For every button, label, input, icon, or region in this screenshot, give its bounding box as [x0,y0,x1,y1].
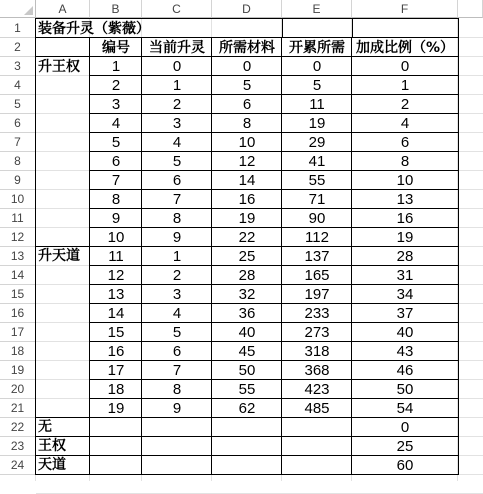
border-line [90,75,459,76]
cell-id[interactable]: 14 [107,305,125,322]
border-line [90,265,459,266]
cell-bonus[interactable]: 6 [400,134,410,151]
header-current-level-cell[interactable]: 当前升灵 [149,40,205,56]
border-line [90,284,459,285]
cell-current-level[interactable]: 2 [172,96,182,113]
column-header-d[interactable]: D [212,0,282,18]
border-line [90,341,459,342]
cell-current-level[interactable]: 4 [172,134,182,151]
cell-materials[interactable]: 5 [242,77,252,94]
row-header-5[interactable]: 5 [0,95,36,114]
row-header-14[interactable]: 14 [0,266,36,285]
cell-current-level[interactable]: 9 [172,229,182,246]
cell-id[interactable]: 5 [111,134,121,151]
border-line [90,170,459,171]
cell-bonus[interactable]: 60 [396,457,414,474]
cell-bonus[interactable]: 0 [400,419,410,436]
cell-current-level[interactable]: 2 [172,267,182,284]
cell-materials[interactable]: 8 [242,115,252,132]
border-line [281,37,282,475]
row-header-3[interactable]: 3 [0,57,36,76]
cell-bonus[interactable]: 37 [396,305,414,322]
header-bonus-percent-cell[interactable]: 加成比例（%） [355,40,455,56]
cell-cumulative[interactable]: 90 [308,210,326,227]
cell-current-level[interactable]: 0 [172,58,182,75]
cell-cumulative[interactable]: 71 [308,191,326,208]
cell-current-level[interactable]: 6 [172,172,182,189]
border-line [90,94,459,95]
row-header-12[interactable]: 12 [0,228,36,247]
cell-current-level[interactable]: 7 [172,362,182,379]
cell-cumulative[interactable]: 273 [304,324,330,341]
cell-bonus[interactable]: 25 [396,438,414,455]
row-header-17[interactable]: 17 [0,323,36,342]
row-header-10[interactable]: 10 [0,190,36,209]
border-line [282,18,283,38]
border-line [36,246,459,247]
column-header-f[interactable]: F [352,0,458,18]
row-header-24[interactable]: 24 [0,456,36,475]
border-line [89,37,90,475]
cell-bonus[interactable]: 46 [396,362,414,379]
cell-cumulative[interactable]: 5 [312,77,322,94]
cell-bonus[interactable]: 2 [400,96,410,113]
cell-id[interactable]: 2 [111,77,121,94]
cell-cumulative[interactable]: 197 [304,286,330,303]
cell-materials[interactable]: 62 [238,400,256,417]
cell-id[interactable]: 11 [108,248,124,265]
row-header-13[interactable]: 13 [0,247,36,266]
border-line [36,37,459,38]
border-line [36,56,459,57]
cell-current-level[interactable]: 3 [172,286,182,303]
group-label-wangquan[interactable]: 升王权 [38,59,80,75]
border-line [90,398,459,399]
row-header-8[interactable]: 8 [0,152,36,171]
cell-bonus[interactable]: 54 [396,400,414,417]
cell-materials[interactable]: 40 [238,324,256,341]
border-line [90,151,459,152]
column-header-b[interactable]: B [90,0,142,18]
row-header-21[interactable]: 21 [0,399,36,418]
row-header-19[interactable]: 19 [0,361,36,380]
cell-current-level[interactable]: 5 [172,153,182,170]
row-header-6[interactable]: 6 [0,114,36,133]
border-line [90,189,459,190]
row-header-15[interactable]: 15 [0,285,36,304]
cell-cumulative[interactable]: 19 [308,115,326,132]
cell-bonus[interactable]: 10 [396,172,414,189]
border-line [90,303,459,304]
cell-current-level[interactable]: 8 [172,210,182,227]
cell-current-level[interactable]: 4 [172,305,182,322]
cell-materials[interactable]: 12 [238,153,256,170]
cell-materials[interactable]: 16 [238,191,256,208]
cell-materials[interactable]: 45 [238,343,256,360]
cell-bonus[interactable]: 28 [396,248,414,265]
cell-materials[interactable]: 28 [238,267,256,284]
row-header-11[interactable]: 11 [0,209,36,228]
cell-bonus[interactable]: 43 [396,343,414,360]
border-line [90,227,459,228]
sheet-title-cell[interactable]: 装备升灵（紫薇） [38,21,150,37]
cell-id[interactable]: 4 [111,115,121,132]
cell-materials[interactable]: 10 [238,134,256,151]
cell-materials[interactable]: 50 [238,362,256,379]
column-header-overflow [458,0,483,18]
cell-cumulative[interactable]: 423 [304,381,330,398]
cell-current-level[interactable]: 6 [172,343,182,360]
cell-current-level[interactable]: 5 [172,324,182,341]
cell-cumulative[interactable]: 41 [308,153,326,170]
border-line [90,322,459,323]
row-header-9[interactable]: 9 [0,171,36,190]
cell-current-level[interactable]: 3 [172,115,182,132]
cell-bonus[interactable]: 31 [396,267,414,284]
border-line [352,18,353,38]
cell-current-level[interactable]: 8 [172,381,182,398]
cell-cumulative[interactable]: 318 [304,343,330,360]
cell-id[interactable]: 17 [107,362,125,379]
row-header-7[interactable]: 7 [0,133,36,152]
border-line [141,37,142,475]
cell-current-level[interactable]: 1 [172,77,182,94]
column-header-a[interactable]: A [36,0,90,18]
cell-bonus[interactable]: 4 [400,115,410,132]
cell-id[interactable]: 3 [111,96,121,113]
cell-cumulative[interactable]: 55 [308,172,326,189]
label-tiandao-cell[interactable]: 天道 [38,457,66,473]
cell-bonus[interactable]: 16 [396,210,414,227]
cell-bonus[interactable]: 50 [396,381,414,398]
cell-bonus[interactable]: 19 [396,229,414,246]
cell-cumulative[interactable]: 165 [304,267,330,284]
border-line [36,474,459,475]
cell-current-level[interactable]: 9 [172,400,182,417]
cell-bonus[interactable]: 1 [400,77,410,94]
cell-cumulative[interactable]: 11 [309,96,325,113]
cell-id[interactable]: 18 [107,381,125,398]
cell-bonus[interactable]: 13 [396,191,414,208]
cell-id[interactable]: 19 [107,400,125,417]
cell-id[interactable]: 15 [107,324,125,341]
cell-bonus[interactable]: 0 [400,58,410,75]
cell-materials[interactable]: 25 [238,248,256,265]
select-all-corner[interactable] [0,0,36,18]
cell-cumulative[interactable]: 112 [305,229,329,246]
group-label-tiandao[interactable]: 升天道 [38,248,80,264]
cell-materials[interactable]: 36 [238,305,256,322]
cell-cumulative[interactable]: 368 [304,362,330,379]
cell-bonus[interactable]: 34 [396,286,414,303]
cell-bonus[interactable]: 40 [396,324,414,341]
row-header-4[interactable]: 4 [0,76,36,95]
row-header-23[interactable]: 23 [0,437,36,456]
cell-materials[interactable]: 6 [242,96,252,113]
cell-id[interactable]: 8 [111,191,121,208]
column-header-e[interactable]: E [282,0,352,18]
cell-id[interactable]: 1 [111,58,121,75]
cell-cumulative[interactable]: 0 [312,58,322,75]
border-line [90,208,459,209]
border-line [90,132,459,133]
cell-id[interactable]: 10 [107,229,125,246]
row-header-16[interactable]: 16 [0,304,36,323]
cell-id[interactable]: 9 [111,210,121,227]
border-line [36,455,459,456]
cell-cumulative[interactable]: 485 [304,400,330,417]
cell-materials[interactable]: 0 [242,58,252,75]
border-line [36,417,459,418]
row-header-1[interactable]: 1 [0,19,36,38]
header-cumulative-cell[interactable]: 开累所需 [289,40,345,56]
row-header-22[interactable]: 22 [0,418,36,437]
cell-id[interactable]: 16 [107,343,125,360]
border-line [90,113,459,114]
cell-materials[interactable]: 55 [238,381,256,398]
row-header-18[interactable]: 18 [0,342,36,361]
cell-id[interactable]: 7 [111,172,121,189]
row-header-20[interactable]: 20 [0,380,36,399]
cell-materials[interactable]: 32 [238,286,256,303]
border-line [351,37,352,475]
cell-materials[interactable]: 22 [238,229,256,246]
column-header-c[interactable]: C [142,0,212,18]
cell-current-level[interactable]: 7 [172,191,182,208]
cell-materials[interactable]: 19 [238,210,256,227]
label-wangquan-cell[interactable]: 王权 [38,438,66,454]
cell-cumulative[interactable]: 233 [304,305,330,322]
cell-id[interactable]: 6 [111,153,121,170]
border-line [90,360,459,361]
cell-id[interactable]: 12 [107,267,125,284]
cell-current-level[interactable]: 1 [172,248,182,265]
cell-cumulative[interactable]: 29 [308,134,326,151]
border-line [36,18,459,19]
header-id-cell[interactable]: 编号 [102,40,130,56]
label-none-cell[interactable]: 无 [38,419,52,435]
border-line [36,436,459,437]
cell-bonus[interactable]: 8 [400,153,410,170]
cell-id[interactable]: 13 [107,286,125,303]
cell-cumulative[interactable]: 137 [304,248,330,265]
header-materials-cell[interactable]: 所需材料 [219,40,275,56]
border-line [211,37,212,475]
row-header-2[interactable]: 2 [0,38,36,57]
cell-materials[interactable]: 14 [238,172,256,189]
border-line [90,379,459,380]
